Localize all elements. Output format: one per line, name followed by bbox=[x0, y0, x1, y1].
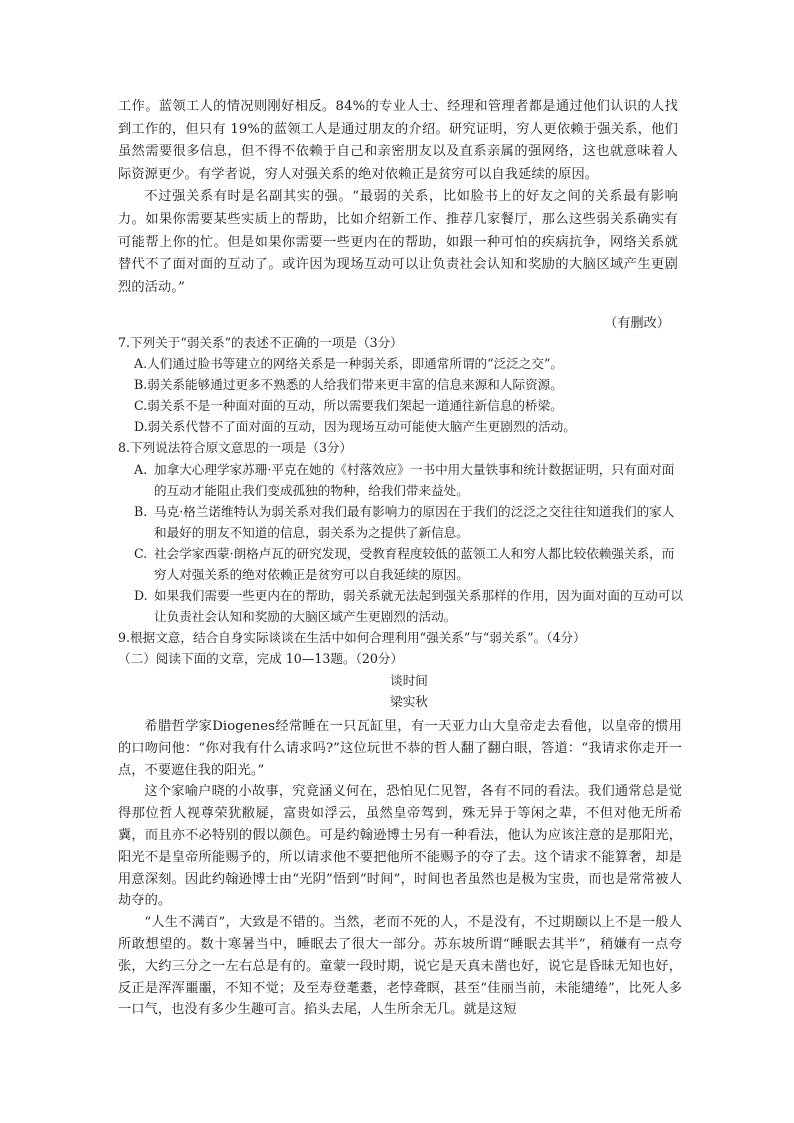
question-7-option-a: A.人们通过脸书等建立的网络关系是一种弱关系，即通常所谓的“泛泛之交”。 bbox=[134, 356, 563, 372]
question-8-option-b bbox=[134, 501, 686, 543]
option-letter: A. bbox=[134, 461, 148, 477]
option-text: 加拿大心理学家苏珊·平克在她的《村落效应》一书中用大量铁事和统计数据证明，只有面对面的互动才能阻止我们变成孤独的物种，给我们带来益处。 bbox=[154, 461, 675, 498]
essay-paragraph-3: “人生不满百”，大致是不错的。当然，老而不死的人，不是没有，不过期颐以上不是一般人所敢想望的。数十寒暑当中，睡眠去了很大一部分。苏东坡所谓“睡眠去其半”，稍嫌有一点夸张，大约三分之一左右总是有的。童蒙一段时期，说它是天真未凿也好，说它是昏昧无知也好，反正是浑浑噩噩，不知不觉；及至寿登耄耋，老悖聋瞑，甚至“佳丽当前，未能缱绻”，比死人多一口气，也没有多少生趣可言。掐头去尾，人生所余无几。就是这短 bbox=[118, 915, 682, 1018]
option-letter: D. bbox=[134, 588, 148, 604]
section-2-heading: （二）阅读下面的文章，完成 10—13题。（20分） bbox=[118, 651, 404, 667]
question-7-stem: 7.下列关于“弱关系”的表述不正确的一项是（3分） bbox=[118, 335, 403, 350]
option-text: 社会学家西蒙·朗格卢瓦的研究发现，受教育程度较低的蓝领工人和穷人都比较依赖强关系，而穷人对强关系的绝对依赖正是贫穷可以自我延续的原因。 bbox=[154, 545, 675, 583]
question-8-option-d bbox=[134, 585, 686, 627]
question-8-option-a bbox=[134, 459, 686, 501]
passage-paragraph-1: 工作。蓝领工人的情况则刚好相反。84%的专业人士、经理和管理者都是通过他们认识的人找到工作的，但只有 19%的蓝领工人是通过朋友的介绍。研究证明，穷人更依赖于强关系，他们虽然需要很多信息，但不得不依赖于自己和亲密朋友以及直系亲属的强网络，这也就意味着人际资源更少。有学者说，穷人对强关系的绝对依赖正是贫穷可以自我延续的原因。 bbox=[118, 99, 678, 182]
passage-paragraph-2: 不过强关系有时是名副其实的强。“最弱的关系，比如脸书上的好友之间的关系最有影响力。如果你需要某些实质上的帮助，比如介绍新工作、推荐几家餐厅，那么这些弱关系确实有可能帮上你的忙。但是如果你需要一些更内在的帮助，如跟一种可怕的疾病抗争，网络关系就替代不了面对面的互动了。或许因为现场互动可以让负责社会认知和奖励的大脑区域产生更剧烈的活动。” bbox=[118, 189, 678, 295]
essay-body bbox=[118, 716, 682, 1021]
essay-author: 梁实秋 bbox=[390, 693, 428, 709]
essay-title: 谈时间 bbox=[390, 672, 428, 688]
question-7-option-b: B.弱关系能够通过更多不熟悉的人给我们带来更丰富的信息来源和人际资源。 bbox=[134, 377, 563, 393]
option-text: 如果我们需要一些更内在的帮助，弱关系就无法起到强关系那样的作用，因为面对面的互动可以让负责社会认知和奖励的大脑区域产生更剧烈的活动。 bbox=[154, 588, 683, 625]
passage-top bbox=[118, 96, 678, 299]
option-letter: B. bbox=[134, 503, 148, 519]
questions-block bbox=[118, 332, 686, 712]
question-8-stem: 8.下列说法符合原文意思的一项是（3分） bbox=[118, 440, 353, 456]
source-note: （有删改） bbox=[604, 316, 670, 331]
question-9-stem: 9.根据文意，结合自身实际谈谈在生活中如何合理利用“强关系”与“弱关系”。（4分） bbox=[118, 630, 586, 646]
question-8-option-c bbox=[134, 543, 686, 585]
question-7-option-c: C.弱关系不是一种面对面的互动，所以需要我们架起一道通往新信息的桥梁。 bbox=[134, 398, 563, 414]
option-text: 马克·格兰诺维特认为弱关系对我们最有影响力的原因在于我们的泛泛之交往往知道我们的家人和最好的朋友不知道的信息，弱关系为之提供了新信息。 bbox=[154, 503, 675, 540]
option-letter: C. bbox=[134, 545, 148, 561]
essay-paragraph-1: 希腊哲学家Diogenes经常睡在一只瓦缸里，有一天亚力山大皇帝走去看他，以皇帝的惯用的口吻问他：“你对我有什么请求吗?”这位玩世不恭的哲人翻了翻白眼，答道：“我请求你走开一点，不要遮住我的阳光。” bbox=[118, 719, 682, 778]
question-7-option-d: D.弱关系代替不了面对面的互动，因为现场互动可能使大脑产生更剧烈的活动。 bbox=[134, 419, 576, 435]
essay-paragraph-2: 这个家喻户晓的小故事，究竟涵义何在，恐怕见仁见智，各有不同的看法。我们通常总是觉得那位哲人视尊荣犹敝屣，富贵如浮云，虽然皇帝驾到，殊无异于等闲之辈，不但对他无所希冀，而且亦不必特别的假以颜色。可是约翰逊博士另有一种看法，他认为应该注意的是那阳光，阳光不是皇帝所能赐予的，所以请求他不要把他所不能赐予的夺了去。这个请求不能算奢，却是用意深刻。因此约翰逊博士由“光阴”悟到“时间”，时间也者虽然也是极为宝贵，而也是常常被人劫夺的。 bbox=[118, 784, 682, 909]
